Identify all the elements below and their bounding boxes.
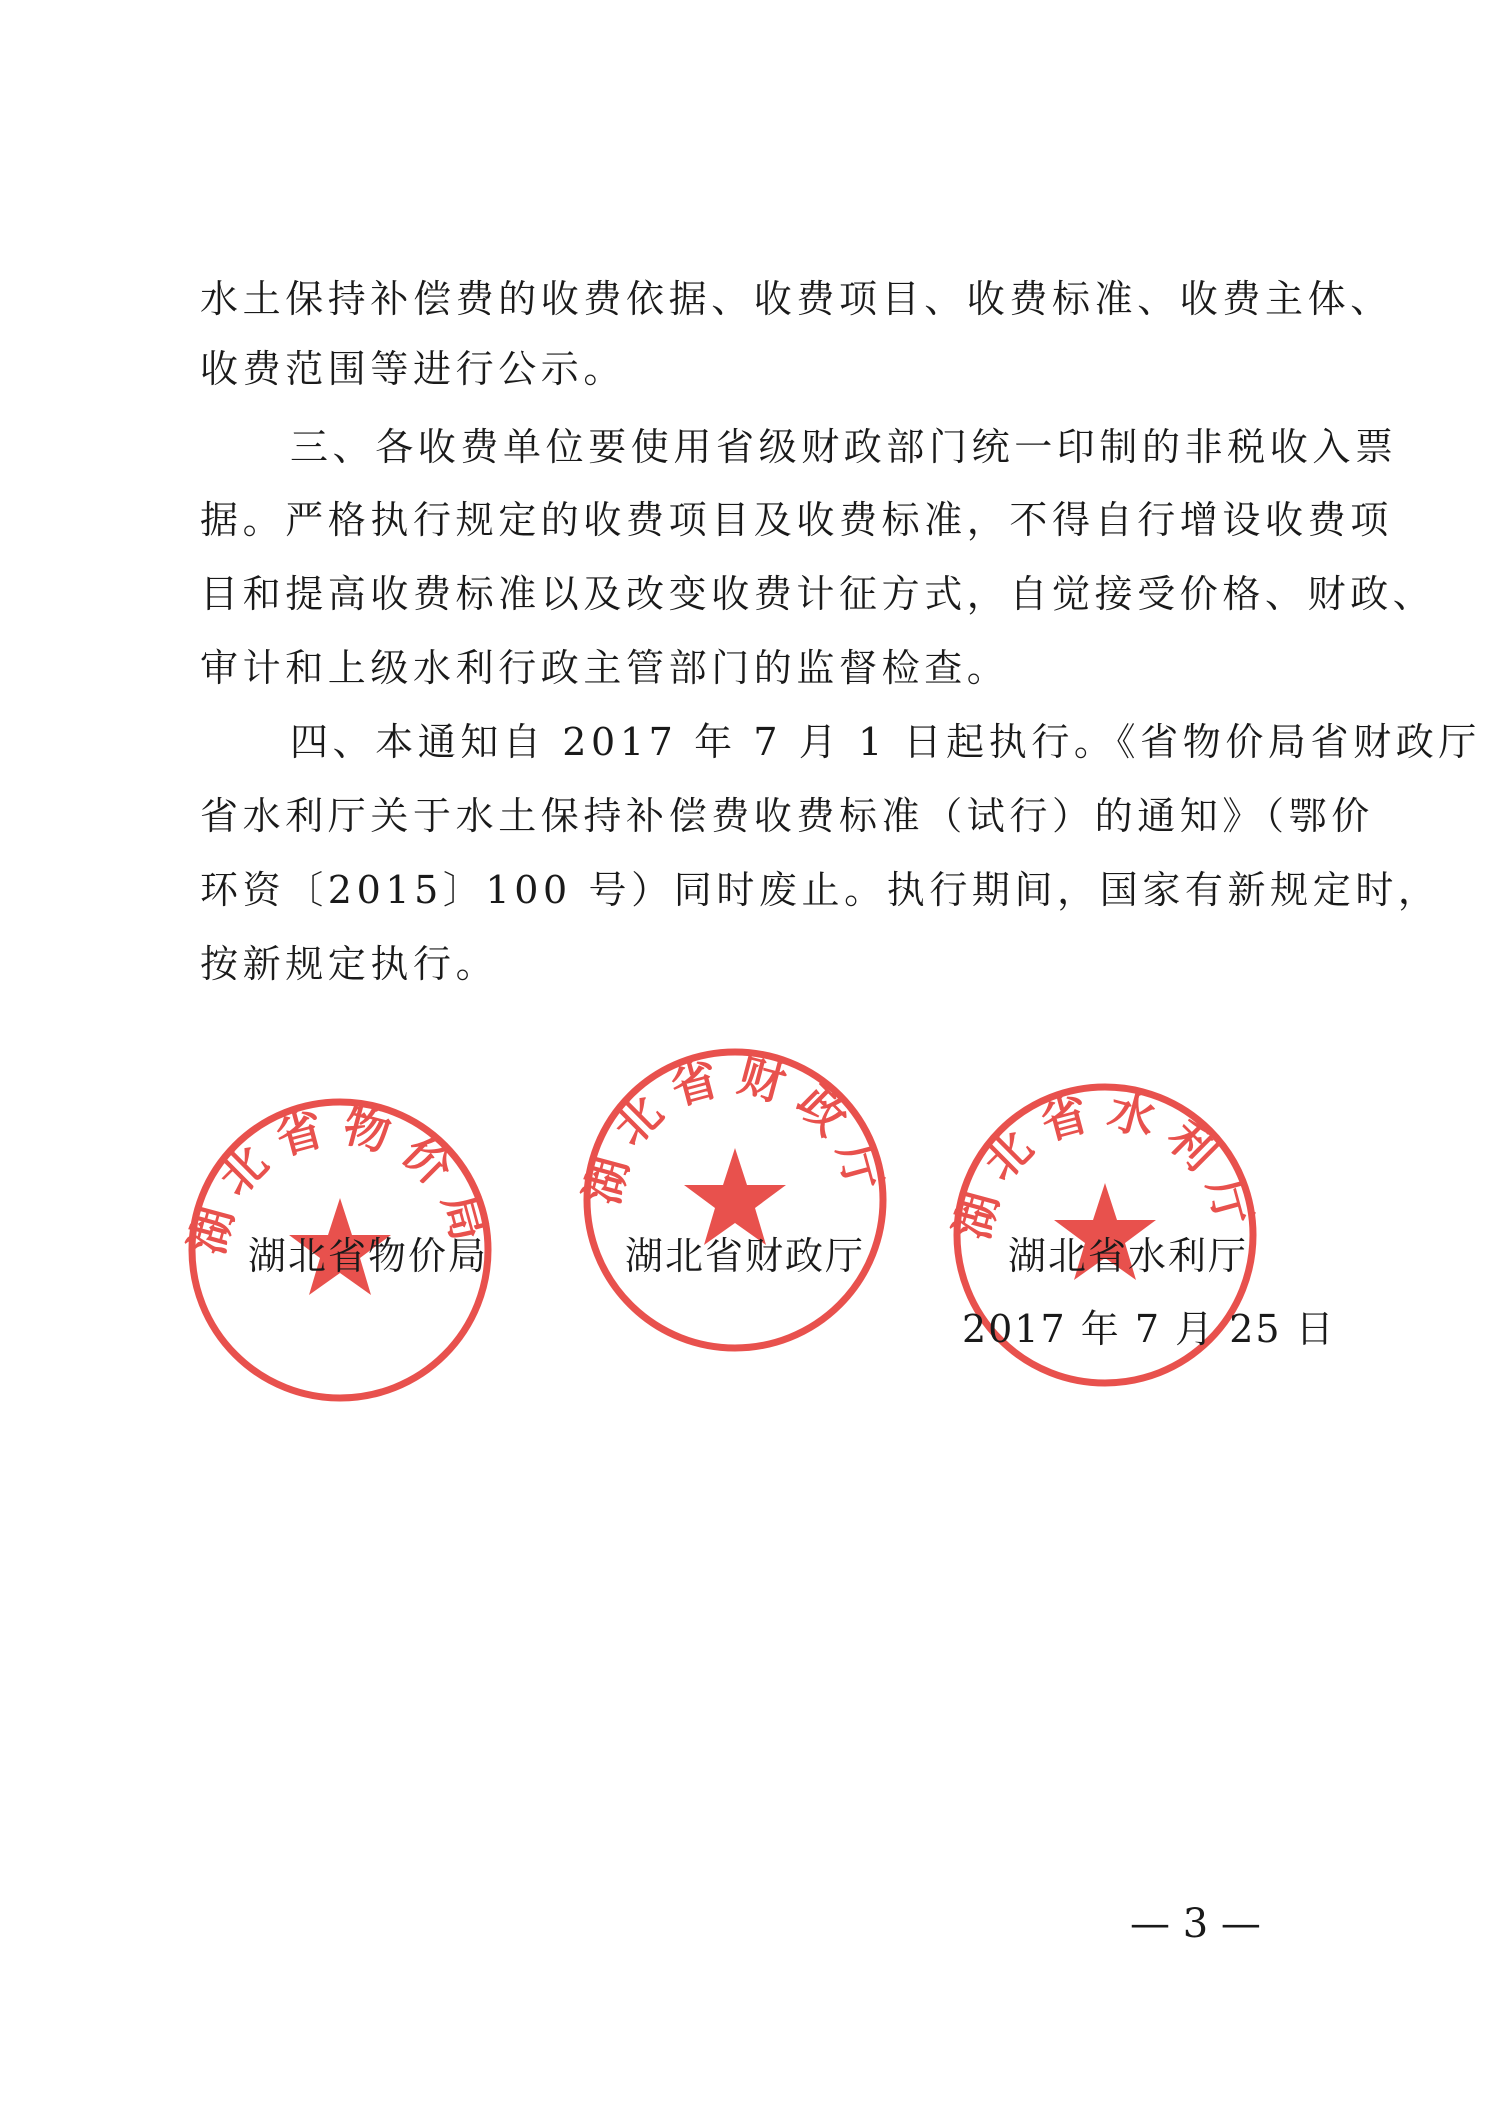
signature-price-bureau: 湖北省物价局 <box>248 1234 489 1278</box>
seal-finance-dept-graphic <box>575 1040 895 1360</box>
body-line-5: 目和提高收费标准以及改变收费计征方式，自觉接受价格、财政、 <box>200 572 1436 616</box>
body-line-1: 水土保持补偿费的收费依据、收费项目、收费标准、收费主体、 <box>200 277 1393 321</box>
svg-text:湖北省水利厅: 湖北省水利厅 <box>945 1082 1265 1245</box>
body-line-4: 据。严格执行规定的收费项目及收费标准，不得自行增设收费项 <box>200 498 1393 542</box>
svg-text:湖北省财政厅: 湖北省财政厅 <box>575 1047 895 1210</box>
signature-water-dept: 湖北省水利厅 <box>1008 1234 1249 1278</box>
body-line-3: 三、各收费单位要使用省级财政部门统一印制的非税收入票 <box>290 425 1398 469</box>
body-line-9: 环资〔2015〕100 号）同时废止。执行期间，国家有新规定时， <box>200 868 1441 912</box>
page-number: — 3 — <box>1130 1901 1261 1947</box>
issue-date: 2017 年 7 月 25 日 <box>962 1307 1336 1351</box>
seal-finance-dept <box>575 1040 895 1360</box>
svg-text:湖北省物价局: 湖北省物价局 <box>180 1097 500 1260</box>
body-line-10: 按新规定执行。 <box>200 942 499 986</box>
body-line-6: 审计和上级水利行政主管部门的监督检查。 <box>200 646 1010 690</box>
signature-finance-dept: 湖北省财政厅 <box>625 1234 866 1278</box>
body-line-7: 四、本通知自 2017 年 7 月 1 日起执行。《省物价局省财政厅 <box>290 720 1481 764</box>
body-line-2: 收费范围等进行公示。 <box>200 347 627 391</box>
star-icon <box>684 1148 786 1245</box>
body-line-8: 省水利厅关于水土保持补偿费收费标准（试行）的通知》（鄂价 <box>200 794 1374 838</box>
